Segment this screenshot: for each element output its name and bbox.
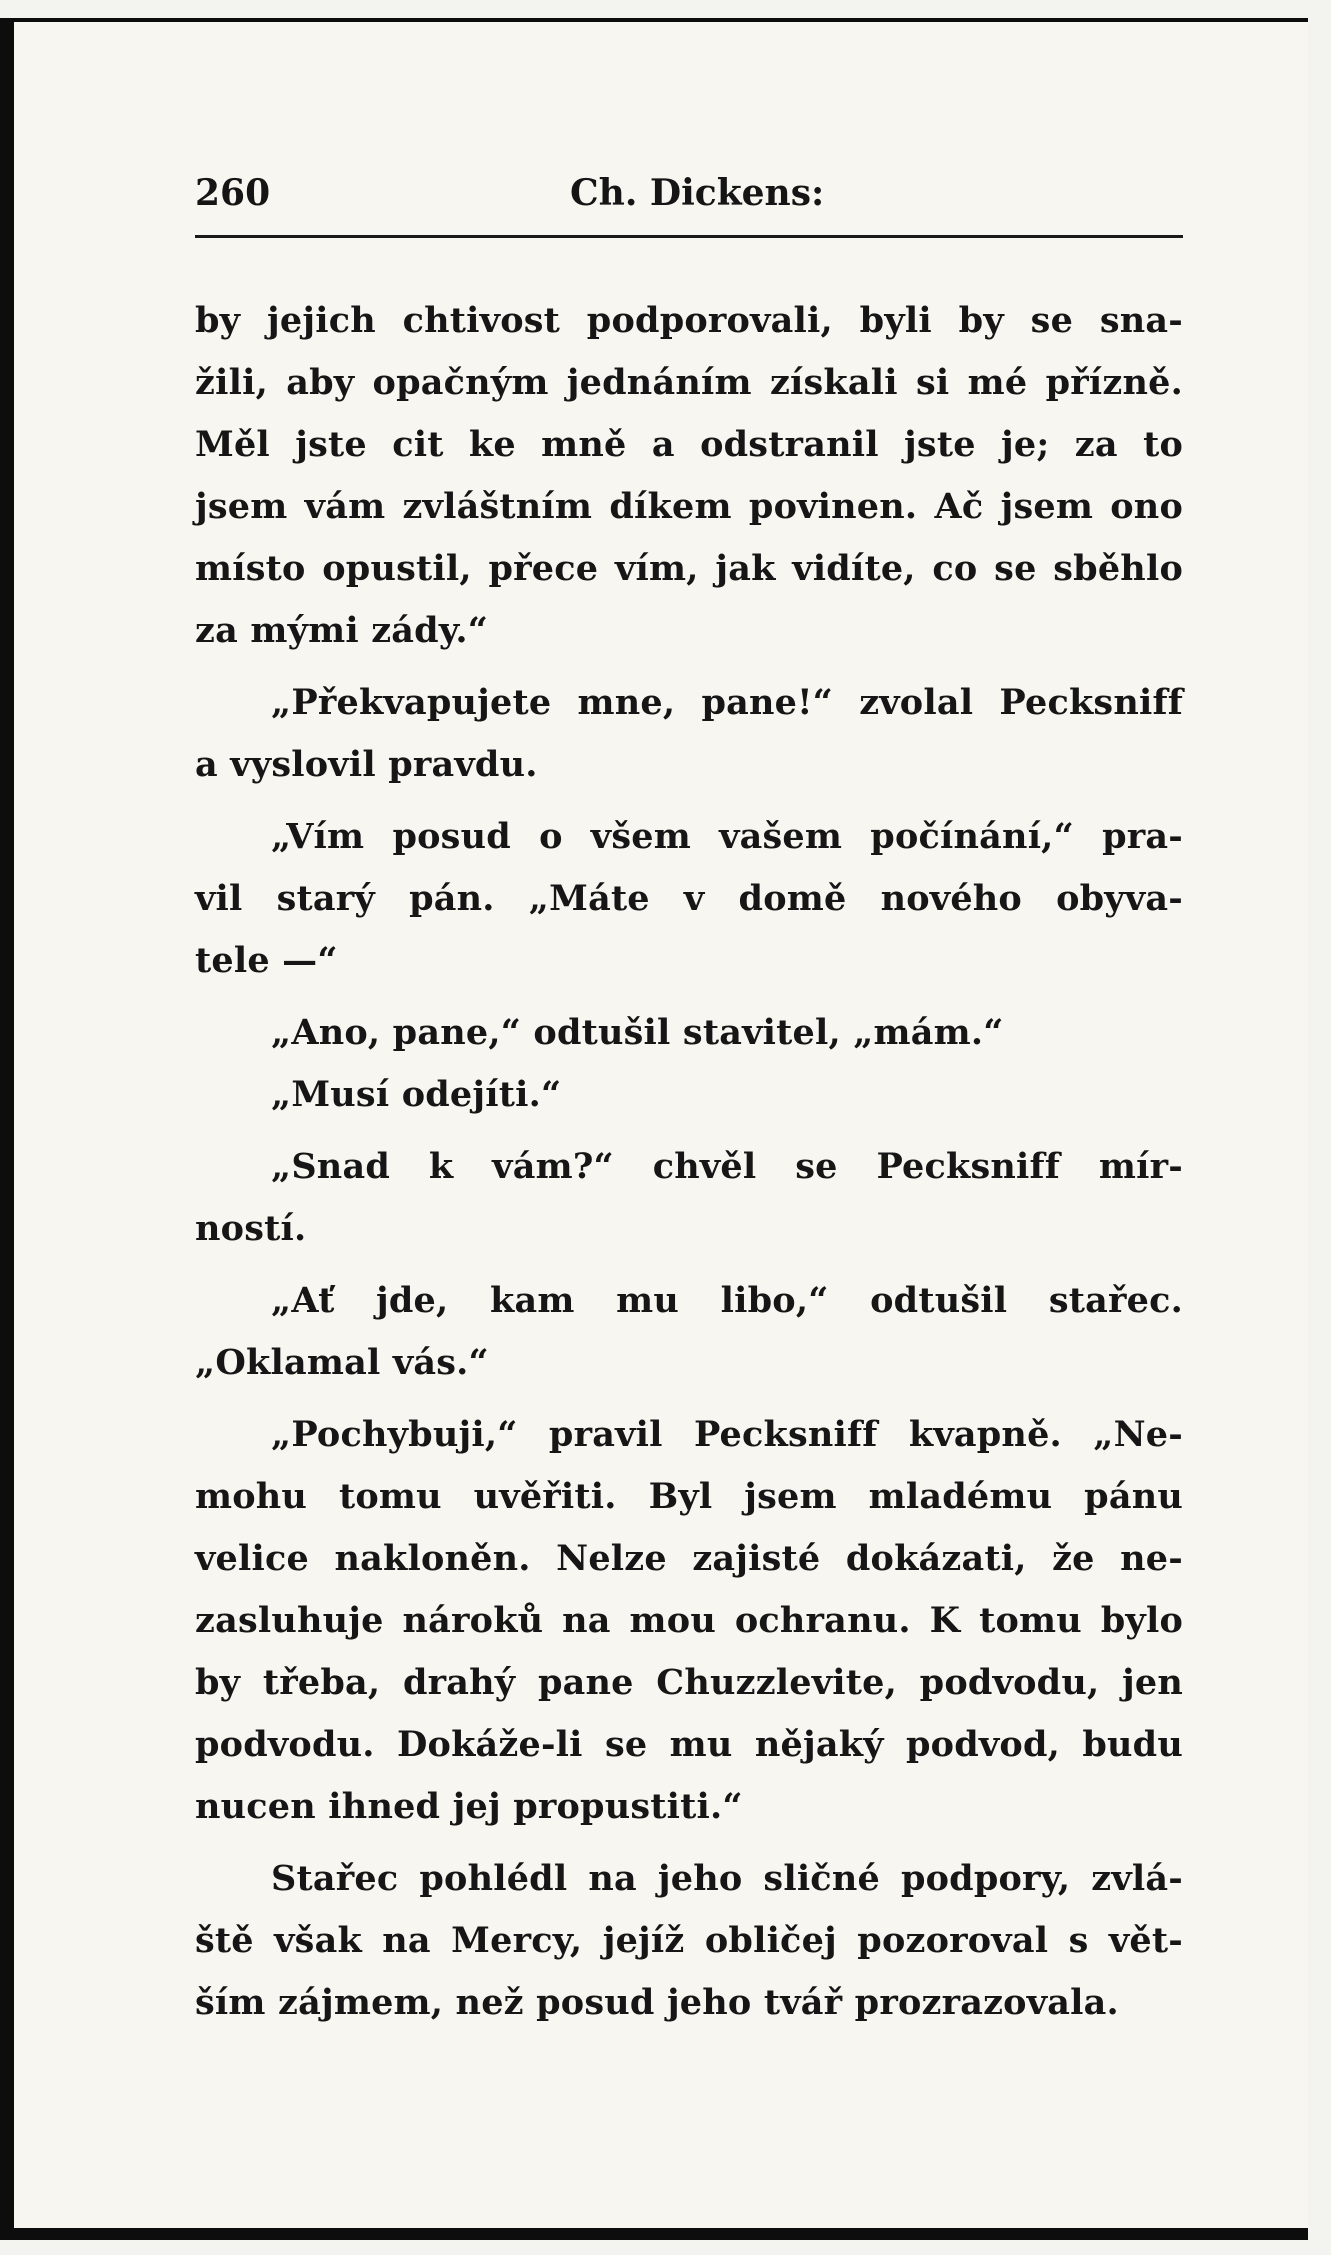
page-number: 260: [195, 172, 271, 214]
text-line: „Oklamal vás.“: [195, 1342, 489, 1383]
page-header: [195, 172, 1183, 228]
text-line: „Vím posud o všem vašem počínání,“ pra-: [271, 816, 1183, 857]
text-line: velice nakloněn. Nelze zajisté dokázati, že ne-: [195, 1538, 1183, 1579]
paragraph: [195, 1002, 1183, 1064]
text-line: nucen ihned jej propustiti.“: [195, 1786, 743, 1827]
text-line: žili, aby opačným jednáním získali si mé přízně.: [195, 362, 1183, 403]
text-line: „Překvapujete mne, pane!“ zvolal Pecksniff: [271, 682, 1183, 723]
text-line: zasluhuje nároků na mou ochranu. K tomu bylo: [195, 1600, 1183, 1641]
paragraph: [195, 1136, 1183, 1260]
text-line: za mými zády.“: [195, 610, 489, 651]
scan-bottom-edge: [0, 2240, 1331, 2255]
paragraph: [195, 1404, 1183, 1838]
text-line: Stařec pohlédl na jeho sličné podpory, zvlá-: [271, 1858, 1183, 1899]
text-line: tele —“: [195, 940, 338, 981]
text-line: podvodu. Dokáže-li se mu nějaký podvod, budu: [195, 1724, 1183, 1765]
text-line: ším zájmem, než posud jeho tvář prozrazovala.: [195, 1982, 1119, 2023]
running-head: Ch. Dickens:: [570, 172, 825, 214]
header-rule: [195, 235, 1183, 238]
scan-right-edge: [1308, 0, 1331, 2255]
paragraph: [195, 290, 1183, 662]
text-line: „Ano, pane,“ odtušil stavitel, „mám.“: [271, 1012, 1004, 1053]
paragraph: [195, 806, 1183, 992]
paragraph: [195, 1064, 1183, 1126]
paragraph: [195, 1848, 1183, 2034]
paragraph: [195, 672, 1183, 796]
scan-top-edge: [0, 0, 1331, 18]
text-line: by třeba, drahý pane Chuzzlevite, podvodu, jen: [195, 1662, 1183, 1703]
text-line: Měl jste cit ke mně a odstranil jste je; za to: [195, 424, 1183, 465]
text-line: mohu tomu uvěřiti. Byl jsem mladému pánu: [195, 1476, 1183, 1517]
text-line: ště však na Mercy, jejíž obličej pozoroval s vět-: [195, 1920, 1183, 1961]
text-line: vil starý pán. „Máte v domě nového obyva-: [195, 878, 1183, 919]
text-line: ností.: [195, 1208, 307, 1249]
paragraph: [195, 1270, 1183, 1394]
text-line: „Musí odejíti.“: [271, 1074, 562, 1115]
text-line: by jejich chtivost podporovali, byli by se sna-: [195, 300, 1183, 341]
text-line: místo opustil, přece vím, jak vidíte, co se sběhlo: [195, 548, 1183, 589]
text-line: „Snad k vám?“ chvěl se Pecksniff mír-: [271, 1146, 1183, 1187]
text-line: „Ať jde, kam mu libo,“ odtušil stařec.: [271, 1280, 1183, 1321]
text-line: jsem vám zvláštním díkem povinen. Ač jsem ono: [195, 486, 1183, 527]
text-line: a vyslovil pravdu.: [195, 744, 538, 785]
body-text: [195, 290, 1183, 2034]
text-line: „Pochybuji,“ pravil Pecksniff kvapně. „Ne-: [271, 1414, 1183, 1455]
